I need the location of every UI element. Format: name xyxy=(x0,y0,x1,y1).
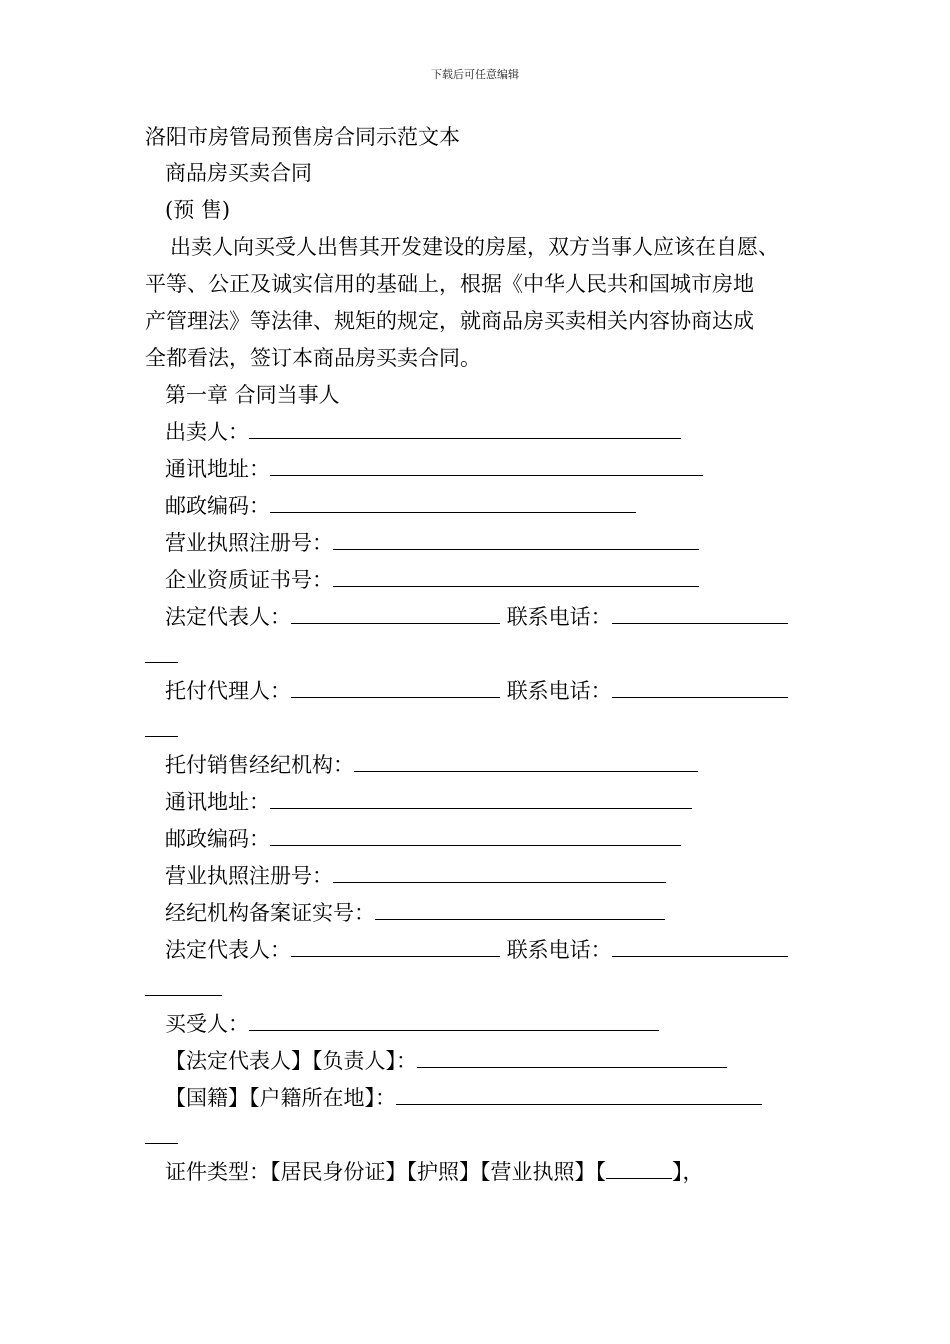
seller-agent-row xyxy=(165,678,788,704)
intro-line-2: 平等、公正及诚实信用的基础上，根据《中华人民共和国城市房地 xyxy=(145,272,754,296)
intro-line-1: 出卖人向买受人出售其开发建设的房屋，双方当事人应该在自愿、 xyxy=(170,235,779,259)
agency-legal-rep-blank[interactable] xyxy=(291,938,500,957)
agency-postcode-blank[interactable] xyxy=(270,827,681,846)
seller-qualification-blank[interactable] xyxy=(333,568,699,587)
buyer-rep-label: 【法定代表人】【负责人】： xyxy=(165,1049,417,1073)
buyer-id-type-blank[interactable] xyxy=(606,1160,672,1179)
buyer-id-type-end: 】， xyxy=(672,1160,704,1184)
buyer-nationality-blank-continued[interactable] xyxy=(145,1143,178,1144)
agency-license-blank[interactable] xyxy=(333,864,666,883)
seller-postcode-row xyxy=(165,493,636,519)
buyer-name-label: 买受人： xyxy=(165,1012,249,1036)
agency-address-blank[interactable] xyxy=(270,790,692,809)
seller-postcode-blank[interactable] xyxy=(270,494,636,513)
document-title: 洛阳市房管局预售房合同示范文本 xyxy=(145,125,460,149)
seller-phone-blank-continued[interactable] xyxy=(145,662,178,663)
buyer-rep-row xyxy=(165,1048,727,1074)
page-header: 下载后可任意编辑 xyxy=(431,68,519,81)
intro-line-4: 全都看法，签订本商品房买卖合同。 xyxy=(145,346,481,370)
seller-license-blank[interactable] xyxy=(333,531,699,550)
seller-name-row xyxy=(165,419,681,445)
contract-name: 商品房买卖合同 xyxy=(165,161,312,185)
seller-legal-rep-label: 法定代表人： xyxy=(165,605,291,629)
agency-name-blank[interactable] xyxy=(354,753,698,772)
agency-phone-blank-continued[interactable] xyxy=(145,995,222,996)
agency-postcode-row xyxy=(165,826,681,852)
seller-legal-rep-blank[interactable] xyxy=(291,605,500,624)
seller-name-blank[interactable] xyxy=(249,420,681,439)
agency-record-label: 经纪机构备案证实号： xyxy=(165,901,375,925)
agency-phone-blank[interactable] xyxy=(612,938,788,957)
buyer-name-row xyxy=(165,1011,659,1037)
chapter-1-heading: 第一章 合同当事人 xyxy=(165,383,340,407)
seller-phone-label: 联系电话： xyxy=(506,605,612,629)
seller-license-label: 营业执照注册号： xyxy=(165,531,333,555)
seller-qualification-label: 企业资质证书号： xyxy=(165,568,333,592)
buyer-nationality-blank[interactable] xyxy=(396,1086,762,1105)
seller-address-blank[interactable] xyxy=(270,457,703,476)
seller-qualification-row xyxy=(165,567,699,593)
agency-legal-rep-row xyxy=(165,937,788,963)
agency-legal-rep-label: 法定代表人： xyxy=(165,938,291,962)
buyer-id-type-row xyxy=(165,1159,704,1185)
seller-agent-phone-blank-continued[interactable] xyxy=(145,736,178,737)
seller-phone-blank[interactable] xyxy=(612,605,788,624)
seller-postcode-label: 邮政编码： xyxy=(165,494,270,518)
buyer-name-blank[interactable] xyxy=(249,1012,659,1031)
buyer-nationality-label: 【国籍】【户籍所在地】： xyxy=(165,1086,396,1110)
buyer-id-type-label: 证件类型：【居民身份证】【护照】【营业执照】【 xyxy=(165,1160,606,1184)
seller-agent-blank[interactable] xyxy=(291,679,500,698)
seller-agent-phone-label: 联系电话： xyxy=(506,679,612,703)
agency-license-row xyxy=(165,863,666,889)
presale-note: (预 售) xyxy=(165,198,231,222)
seller-agent-label: 托付代理人： xyxy=(165,679,291,703)
buyer-rep-blank[interactable] xyxy=(417,1049,727,1068)
agency-name-row xyxy=(165,752,698,778)
agency-phone-label: 联系电话： xyxy=(506,938,612,962)
seller-license-row xyxy=(165,530,699,556)
agency-address-row xyxy=(165,789,692,815)
agency-name-label: 托付销售经纪机构： xyxy=(165,753,354,777)
agency-address-label: 通讯地址： xyxy=(165,790,270,814)
seller-address-row xyxy=(165,456,703,482)
seller-address-label: 通讯地址： xyxy=(165,457,270,481)
agency-record-row xyxy=(165,900,665,926)
agency-record-blank[interactable] xyxy=(375,901,665,920)
agency-postcode-label: 邮政编码： xyxy=(165,827,270,851)
buyer-nationality-row xyxy=(165,1085,762,1111)
intro-line-3: 产管理法》等法律、规矩的规定，就商品房买卖相关内容协商达成 xyxy=(145,309,754,333)
seller-agent-phone-blank[interactable] xyxy=(612,679,788,698)
agency-license-label: 营业执照注册号： xyxy=(165,864,333,888)
seller-name-label: 出卖人： xyxy=(165,420,249,444)
seller-legal-rep-row xyxy=(165,604,788,630)
